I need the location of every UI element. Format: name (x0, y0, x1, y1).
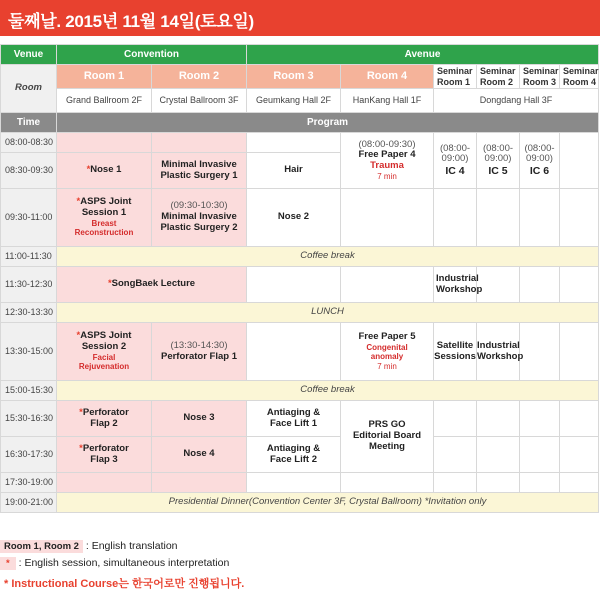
table-row (1, 133, 599, 153)
session-title: Perforator Flap 1 (160, 350, 238, 362)
time-slot: 11:30-12:30 (1, 267, 57, 303)
session-title: Minimal Invasive (161, 158, 237, 170)
coffee-break: Coffee break (57, 247, 599, 267)
empty-cell (434, 473, 477, 493)
session-topic: Trauma (370, 160, 404, 172)
session-topic: Breast (91, 219, 117, 229)
table-row (1, 401, 599, 437)
legend-chip: Room 1, Room 2 (0, 540, 83, 553)
empty-cell (152, 473, 247, 493)
session-title: Workshop (436, 283, 483, 295)
session-ic-5 (477, 133, 520, 189)
session-perforator-flap-1 (152, 323, 247, 381)
session-title: Antiaging & (266, 442, 321, 454)
session-songbaek-lecture (57, 267, 247, 303)
session-title: Perforator (82, 442, 129, 454)
session-title: Free Paper 4 (358, 149, 416, 161)
schedule-table (0, 44, 599, 513)
legend-star-text: : English session, simultaneous interpretation (18, 557, 230, 569)
session-title: Session 1 (81, 207, 127, 219)
time-slot: 16:30-17:30 (1, 437, 57, 473)
session-title: Minimal Invasive (161, 211, 237, 223)
session-time: (08:00-09:30) (358, 138, 416, 150)
convention-header: Convention (57, 45, 247, 65)
seminar-room-1-header (434, 65, 477, 89)
empty-cell (341, 189, 434, 247)
table-row (1, 473, 599, 493)
session-duration: 7 min (377, 172, 397, 182)
room-1-header: Room 1 (57, 65, 152, 89)
seminar-room-2-header (477, 65, 520, 89)
empty-cell (520, 401, 560, 437)
room-3-location: Geumkang Hall 2F (247, 89, 341, 113)
table-row (1, 267, 599, 303)
session-title: Plastic Surgery 1 (160, 169, 238, 181)
empty-cell (560, 437, 599, 473)
empty-cell (520, 473, 560, 493)
session-title: Session 2 (81, 341, 127, 353)
empty-cell (477, 473, 520, 493)
session-title: IC 4 (445, 165, 465, 178)
session-satellite (434, 323, 477, 381)
time-slot: 13:30-15:00 (1, 323, 57, 381)
seminar-number: Room 1 (437, 76, 471, 87)
empty-cell (247, 323, 341, 381)
session-title: Face Lift 2 (270, 453, 317, 465)
session-duration: 7 min (377, 361, 397, 371)
session-time: (13:30-14:30) (170, 339, 228, 351)
empty-cell (477, 437, 520, 473)
session-mips-1 (152, 153, 247, 189)
session-title: ASPS Joint (80, 196, 132, 208)
table-row (1, 323, 599, 381)
room-4-header: Room 4 (341, 65, 434, 89)
empty-cell (341, 267, 434, 303)
table-row (1, 303, 599, 323)
seminar-label: Seminar (480, 66, 516, 77)
session-mips-2 (152, 189, 247, 247)
session-time: (08:00- (482, 142, 514, 154)
session-nose-1 (57, 153, 152, 189)
time-slot: 17:30-19:00 (1, 473, 57, 493)
session-title: Flap 2 (90, 417, 118, 429)
time-header: Time (1, 113, 57, 133)
session-title: Face Lift 1 (270, 417, 317, 429)
empty-cell (434, 437, 477, 473)
session-perforator-flap-3 (57, 437, 152, 473)
room-4-location: HanKang Hall 1F (341, 89, 434, 113)
seminar-number: Room 3 (523, 76, 557, 87)
room-label: Room (1, 65, 57, 113)
session-time: 09:00) (526, 153, 553, 165)
empty-cell (560, 133, 599, 189)
session-title: IC 5 (488, 165, 508, 178)
seminar-room-4-header (560, 65, 599, 89)
empty-cell (477, 401, 520, 437)
page-title: 둘째날. 2015년 11월 14일(토요일) (8, 12, 254, 31)
session-perforator-flap-2 (57, 401, 152, 437)
empty-cell (247, 267, 341, 303)
session-free-paper-5 (341, 323, 434, 381)
empty-cell (560, 189, 599, 247)
empty-cell (152, 133, 247, 153)
seminar-label: Seminar (523, 66, 559, 77)
session-title: ASPS Joint (80, 330, 132, 342)
seminar-location: Dongdang Hall 3F (434, 89, 599, 113)
presidential-dinner: Presidential Dinner(Convention Center 3F, Crystal Ballroom) *Invitation only (57, 493, 599, 513)
session-title: Flap 3 (90, 453, 118, 465)
table-row (1, 189, 599, 247)
session-time: 09:00) (441, 153, 469, 165)
room-2-location: Crystal Ballroom 3F (152, 89, 247, 113)
instructional-course-note: * Instructional Course는 한국어로만 진행됩니다. (4, 578, 245, 590)
star-icon: * (107, 278, 112, 290)
session-hair: Hair (247, 153, 341, 189)
room-row (1, 65, 599, 89)
time-slot: 15:00-15:30 (1, 381, 57, 401)
session-time: (08:00- (524, 142, 555, 154)
time-slot: 08:00-08:30 (1, 133, 57, 153)
empty-cell (341, 473, 434, 493)
session-ic-4 (434, 133, 477, 189)
session-asps-1 (57, 189, 152, 247)
session-title: SongBaek Lecture (111, 278, 196, 290)
empty-cell (520, 437, 560, 473)
location-row (1, 89, 599, 113)
star-icon: * (86, 164, 91, 176)
time-slot: 19:00-21:00 (1, 493, 57, 513)
seminar-room-3-header (520, 65, 560, 89)
session-antiaging-2 (247, 437, 341, 473)
table-row (1, 247, 599, 267)
seminar-label: Seminar (563, 66, 599, 77)
session-nose-4: Nose 4 (152, 437, 247, 473)
session-ic-6 (520, 133, 560, 189)
empty-cell (57, 133, 152, 153)
star-icon: * (76, 196, 81, 208)
session-title: Satellite (436, 339, 474, 351)
session-asps-2 (57, 323, 152, 381)
empty-cell (520, 267, 560, 303)
session-title: Antiaging & (266, 406, 321, 418)
legend-chip-text: : English translation (85, 540, 178, 552)
seminar-label: Seminar (437, 66, 473, 77)
session-time: 09:00) (484, 153, 512, 165)
session-title: Free Paper 5 (358, 331, 416, 343)
empty-cell (560, 473, 599, 493)
empty-cell (247, 473, 341, 493)
table-row (1, 381, 599, 401)
session-topic: Facial (92, 353, 116, 363)
empty-cell (247, 133, 341, 153)
session-time: (09:30-10:30) (170, 200, 228, 212)
time-slot: 12:30-13:30 (1, 303, 57, 323)
session-nose-2: Nose 2 (247, 189, 341, 247)
header-group-row (1, 45, 599, 65)
empty-cell (434, 189, 477, 247)
session-industrial-workshop-2 (477, 323, 524, 381)
session-title: Plastic Surgery 2 (160, 221, 238, 233)
time-program-bar (1, 113, 599, 133)
session-title: IC 6 (529, 165, 550, 178)
title-bar (0, 0, 600, 36)
time-slot: 11:00-11:30 (1, 247, 57, 267)
room-2-header: Room 2 (152, 65, 247, 89)
empty-cell (520, 323, 560, 381)
empty-cell (434, 401, 477, 437)
session-title: Perforator (82, 406, 129, 418)
session-topic: Congenital (366, 343, 408, 353)
empty-cell (560, 323, 599, 381)
time-slot: 15:30-16:30 (1, 401, 57, 437)
session-title: Workshop (477, 350, 524, 362)
empty-cell (57, 473, 152, 493)
program-header: Program (57, 113, 599, 133)
table-row (1, 437, 599, 473)
legend-star (0, 557, 229, 570)
session-title: PRS GO (368, 419, 406, 431)
session-antiaging-1 (247, 401, 341, 437)
legend-translation (0, 540, 178, 553)
star-icon: * (76, 330, 81, 342)
time-slot: 09:30-11:00 (1, 189, 57, 247)
star-icon: * (79, 442, 83, 454)
lunch-break: LUNCH (57, 303, 599, 323)
session-nose-3: Nose 3 (152, 401, 247, 437)
empty-cell (560, 267, 599, 303)
session-title: Industrial (477, 339, 520, 351)
session-topic: anomaly (370, 352, 404, 362)
session-title: Sessions (434, 350, 476, 362)
table-row (1, 493, 599, 513)
empty-cell (520, 189, 560, 247)
session-topic: Reconstruction (74, 228, 134, 238)
session-topic: Rejuvenation (78, 362, 130, 372)
star-icon: * (79, 406, 83, 418)
session-industrial-workshop (434, 267, 483, 303)
session-title: Editorial Board (352, 430, 422, 442)
empty-cell (477, 267, 520, 303)
empty-cell (477, 189, 520, 247)
seminar-number: Room 4 (563, 76, 597, 87)
session-free-paper-4 (341, 133, 434, 189)
star-icon: * (0, 557, 16, 570)
coffee-break: Coffee break (57, 381, 599, 401)
seminar-number: Room 2 (480, 76, 514, 87)
avenue-header: Avenue (247, 45, 599, 65)
time-slot: 08:30-09:30 (1, 153, 57, 189)
session-title: Nose 1 (90, 164, 122, 176)
session-prs-go (341, 401, 434, 473)
session-title: Industrial (436, 272, 479, 284)
room-1-location: Grand Ballroom 2F (57, 89, 152, 113)
venue-header: Venue (1, 45, 57, 65)
session-time: (08:00- (439, 142, 471, 154)
empty-cell (560, 401, 599, 437)
room-3-header: Room 3 (247, 65, 341, 89)
session-title: Meeting (369, 440, 405, 452)
